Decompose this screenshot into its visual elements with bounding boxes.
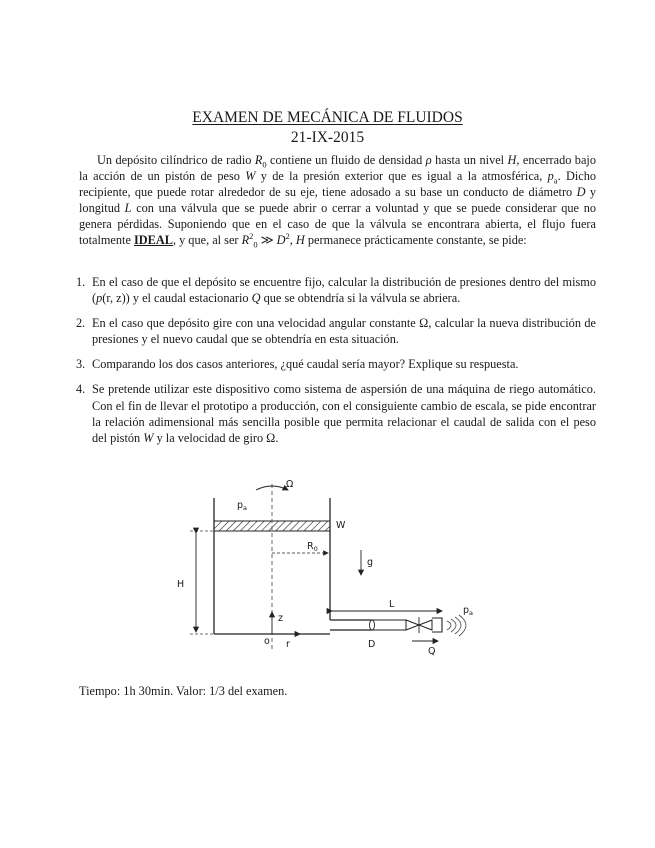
spray-icon	[447, 621, 451, 630]
r-axis-label: r	[286, 639, 290, 650]
length-label: L	[389, 599, 395, 610]
exam-footer: Tiempo: 1h 30min. Valor: 1/3 del examen.	[79, 684, 288, 698]
pa-top-label: $p_a$	[237, 500, 248, 512]
origin-label: o	[264, 636, 270, 647]
flow-label: Q	[428, 646, 436, 657]
weight-label: W	[336, 520, 346, 531]
exam-date: 21-IX-2015	[290, 129, 365, 146]
valve-right	[419, 620, 432, 630]
ideal-emphasis: IDEAL	[133, 233, 173, 248]
height-label: H	[177, 579, 185, 590]
question-item: 3. Comparando los dos casos anteriores, ¿qué caudal sería mayor? Explique su respuesta.	[76, 357, 519, 372]
question-item: 2. En el caso que depósito gire con una velocidad angular constante Ω, calcular la nueva distribución de presiones y el nuevo caudal que se obtendría en esta situación.	[76, 316, 596, 347]
duct-section-marker	[370, 620, 375, 630]
exam-title: EXAMEN DE MECÁNICA DE FLUIDOS	[192, 109, 463, 126]
omega-label: Ω	[286, 479, 294, 490]
diameter-label: D	[368, 639, 376, 650]
nozzle	[432, 618, 442, 632]
z-axis-label: z	[278, 613, 283, 624]
gravity-label: g	[367, 557, 374, 568]
question-item: 1. En el caso de que el depósito se encuentre fijo, calcular la distribución de presiones dentro del mismo (p(r, z)) y el caudal estacionario Q que se obtendría si la válvula se abriera.	[76, 275, 596, 306]
question-item: 4. Se pretende utilizar este dispositivo como sistema de aspersión de una máquina de riego automático. Con el fin de llevar el prototipo a producción, con el consiguiente cambio de escala, se pide encontrar la relación adimensional más sencilla posible que permita relacionar el caudal de salida con el peso del pistón W y la velocidad de giro Ω.	[76, 382, 596, 445]
valve-left	[406, 620, 419, 630]
problem-statement: Un depósito cilíndrico de radio $R_0$ contiene un fluido de densidad ρ hasta un nivel H, encerrado bajo la acción de un pistón de peso W y de la presión exterior que es igual a la atmosférica, $p_a$. Dicho recipiente, que puede rotar alrededor de su eje, tiene adosado a su base un conducto de diámetro D y longitud L con una válvula que se puede abrir o cerrar a voluntad y que se puede considerar que no genera pérdidas. Suponiendo que en el caso de que la válvula se encontrara abierta, el flujo fuera totalmente IDEAL, y que, al ser $R^2_0$ ≫ $D^2$, H permanece prácticamente constante, se pide:	[79, 153, 596, 250]
r0-label: $R_0$	[307, 541, 318, 553]
pa-right-label: $p_a$	[463, 605, 474, 617]
